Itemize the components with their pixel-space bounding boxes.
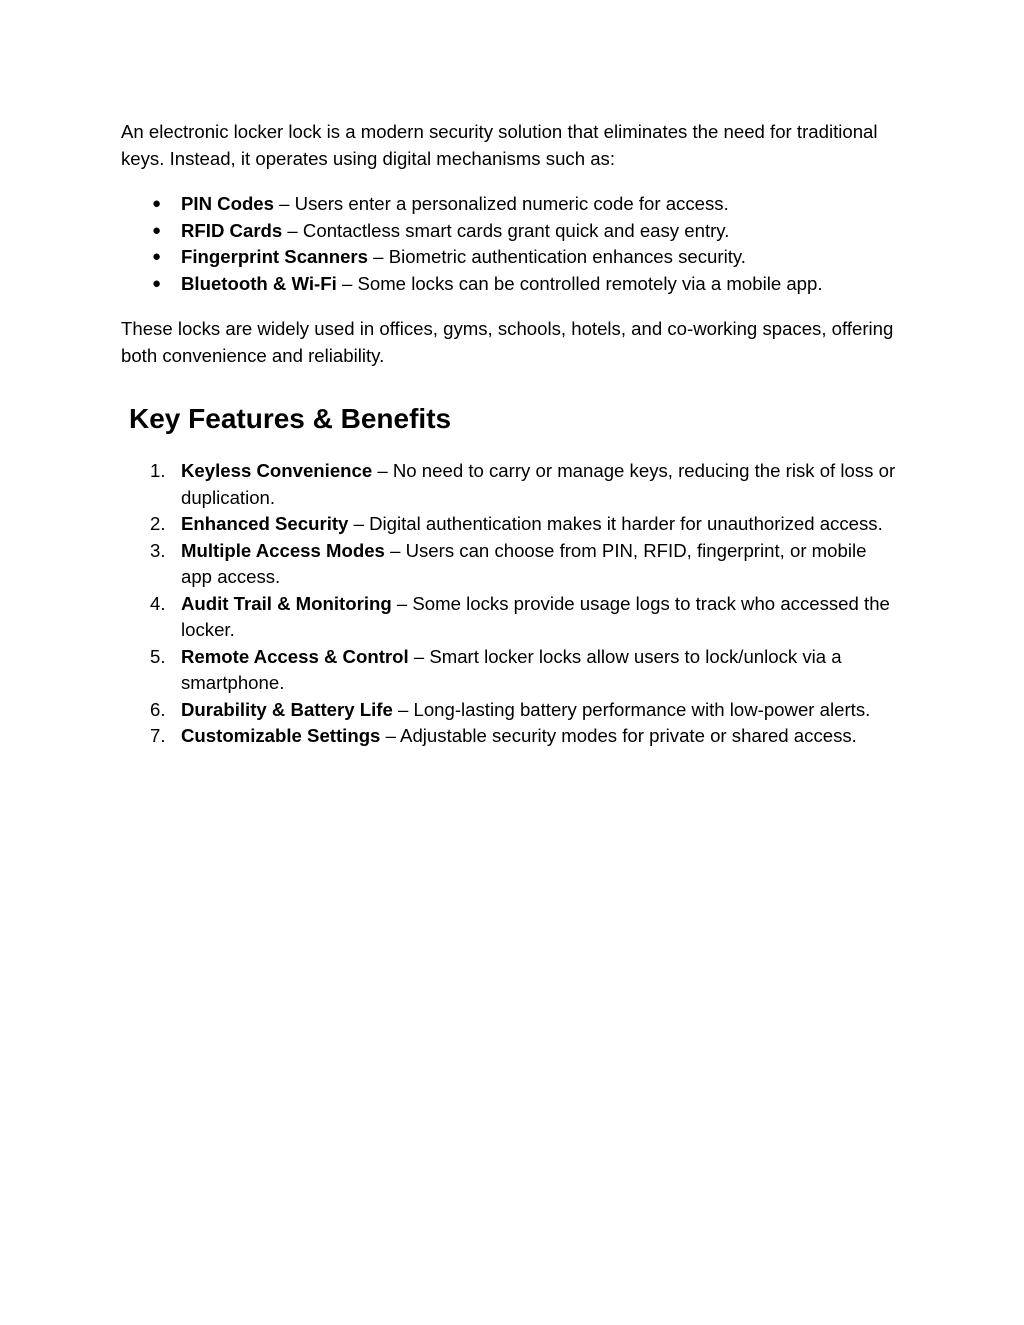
item-term: Multiple Access Modes — [181, 539, 385, 561]
item-desc: – Long-lasting battery performance with low-power alerts. — [392, 698, 871, 720]
item-desc: – Adjustable security modes for private or shared access. — [380, 725, 857, 746]
bullet-icon: ● — [152, 274, 162, 292]
item-desc: – Digital authentication makes it harder for unauthorized access. — [348, 513, 883, 534]
item-desc: – Users can choose from PIN, RFID, fingerprint, or mobile app access. — [181, 539, 867, 587]
intro-paragraph: An electronic locker lock is a modern security solution that eliminates the need for traditional keys. Instead, it operates using digital mechanisms such as: — [121, 121, 878, 169]
usage-paragraph: These locks are widely used in offices, gyms, schools, hotels, and co-working spaces, offering both convenience and reliability. — [121, 318, 894, 366]
list-item — [121, 458, 901, 511]
list-item — [121, 511, 901, 538]
item-term: Fingerprint Scanners — [181, 246, 369, 267]
list-item — [121, 538, 901, 591]
item-desc: – Some locks can be controlled remotely via a mobile app. — [336, 272, 823, 294]
item-number: 3. — [150, 539, 166, 561]
item-desc: – Users enter a personalized numeric code for access. — [274, 193, 729, 214]
item-term: Customizable Settings — [181, 725, 381, 746]
list-item — [121, 644, 901, 697]
item-number: 1. — [150, 460, 166, 481]
item-term: Remote Access & Control — [181, 645, 409, 667]
list-item — [121, 218, 911, 245]
list-item — [121, 697, 901, 724]
access-methods-list — [121, 191, 911, 297]
document-page — [121, 119, 911, 750]
item-term: Audit Trail & Monitoring — [181, 592, 392, 614]
item-term: Bluetooth & Wi-Fi — [181, 272, 337, 294]
item-term: PIN Codes — [181, 193, 274, 214]
item-desc: – Contactless smart cards grant quick and easy entry. — [282, 219, 730, 241]
section-heading: Key Features & Benefits — [129, 403, 452, 434]
item-term: Keyless Convenience — [181, 460, 373, 481]
item-desc: – Biometric authentication enhances security. — [368, 246, 746, 267]
list-item — [121, 591, 901, 644]
bullet-icon: ● — [152, 248, 162, 265]
item-term: Enhanced Security — [181, 513, 349, 534]
item-number: 5. — [150, 645, 166, 667]
item-number: 4. — [150, 592, 166, 614]
features-list — [121, 458, 911, 750]
item-term: Durability & Battery Life — [181, 698, 393, 720]
bullet-icon: ● — [152, 221, 162, 239]
item-number: 2. — [150, 513, 166, 534]
item-number: 6. — [150, 698, 166, 720]
item-desc: – No need to carry or manage keys, reducing the risk of loss or duplication. — [181, 460, 896, 508]
item-term: RFID Cards — [181, 219, 283, 241]
list-item — [121, 723, 901, 750]
list-item — [121, 191, 911, 218]
list-item — [121, 271, 911, 298]
item-number: 7. — [150, 725, 166, 746]
item-desc: – Some locks provide usage logs to track who accessed the locker. — [181, 592, 890, 640]
bullet-icon: ● — [152, 195, 162, 212]
list-item — [121, 244, 911, 271]
item-desc: – Smart locker locks allow users to lock/unlock via a smartphone. — [181, 645, 842, 693]
